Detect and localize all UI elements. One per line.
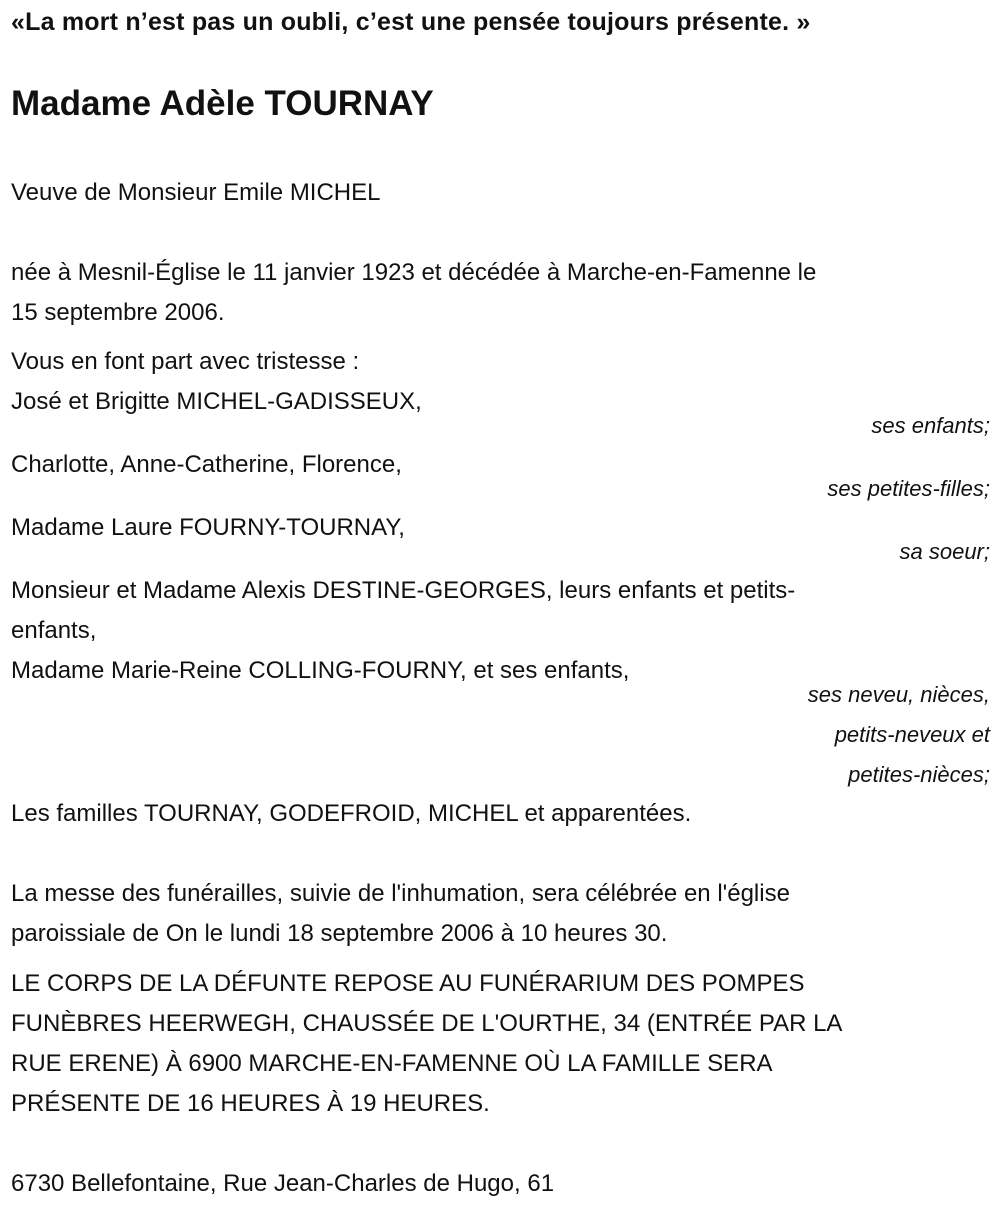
birth-death-line-1: née à Mesnil-Église le 11 janvier 1923 et décédée à Marche-en-Famenne le <box>11 259 817 286</box>
family-member-line: Charlotte, Anne-Catherine, Florence, <box>11 451 402 478</box>
relation-label: ses enfants; <box>871 413 990 438</box>
viewing-info-line-3: RUE ERENE) À 6900 MARCHE-EN-FAMENNE OÙ LA FAMILLE SERA <box>11 1050 773 1077</box>
widow-of-line: Veuve de Monsieur Emile MICHEL <box>11 179 381 206</box>
deceased-name-title: Madame Adèle TOURNAY <box>11 84 434 123</box>
viewing-info-line-1: LE CORPS DE LA DÉFUNTE REPOSE AU FUNÉRARIUM DES POMPES <box>11 970 805 997</box>
families-closing-line: Les familles TOURNAY, GODEFROID, MICHEL et apparentées. <box>11 800 692 827</box>
family-member-line: Monsieur et Madame Alexis DESTINE-GEORGES, leurs enfants et petits- <box>11 577 796 604</box>
family-member-line: Madame Laure FOURNY-TOURNAY, <box>11 514 405 541</box>
family-member-line: enfants, <box>11 617 97 644</box>
relation-label: ses petites-filles; <box>827 476 990 501</box>
family-member-line: Madame Marie-Reine COLLING-FOURNY, et ses enfants, <box>11 657 630 684</box>
relation-label: ses neveu, nièces, <box>807 682 990 707</box>
viewing-info-line-2: FUNÈBRES HEERWEGH, CHAUSSÉE DE L'OURTHE, 34 (ENTRÉE PAR LA <box>11 1010 843 1037</box>
family-member-line: José et Brigitte MICHEL-GADISSEUX, <box>11 388 422 415</box>
memorial-quote: «La mort n’est pas un oubli, c’est une pensée toujours présente. » <box>11 8 811 36</box>
viewing-info-line-4: PRÉSENTE DE 16 HEURES À 19 HEURES. <box>11 1090 490 1117</box>
relation-label: sa soeur; <box>899 539 990 564</box>
home-address: 6730 Bellefontaine, Rue Jean-Charles de Hugo, 61 <box>11 1170 555 1197</box>
relation-label: petits-neveux et <box>834 722 990 747</box>
announcement-intro: Vous en font part avec tristesse : <box>11 348 360 375</box>
funeral-mass-line-2: paroissiale de On le lundi 18 septembre 2006 à 10 heures 30. <box>11 920 668 947</box>
relation-label: petites-nièces; <box>848 762 990 787</box>
funeral-mass-line-1: La messe des funérailles, suivie de l'inhumation, sera célébrée en l'église <box>11 880 790 907</box>
birth-death-line-2: 15 septembre 2006. <box>11 299 225 326</box>
